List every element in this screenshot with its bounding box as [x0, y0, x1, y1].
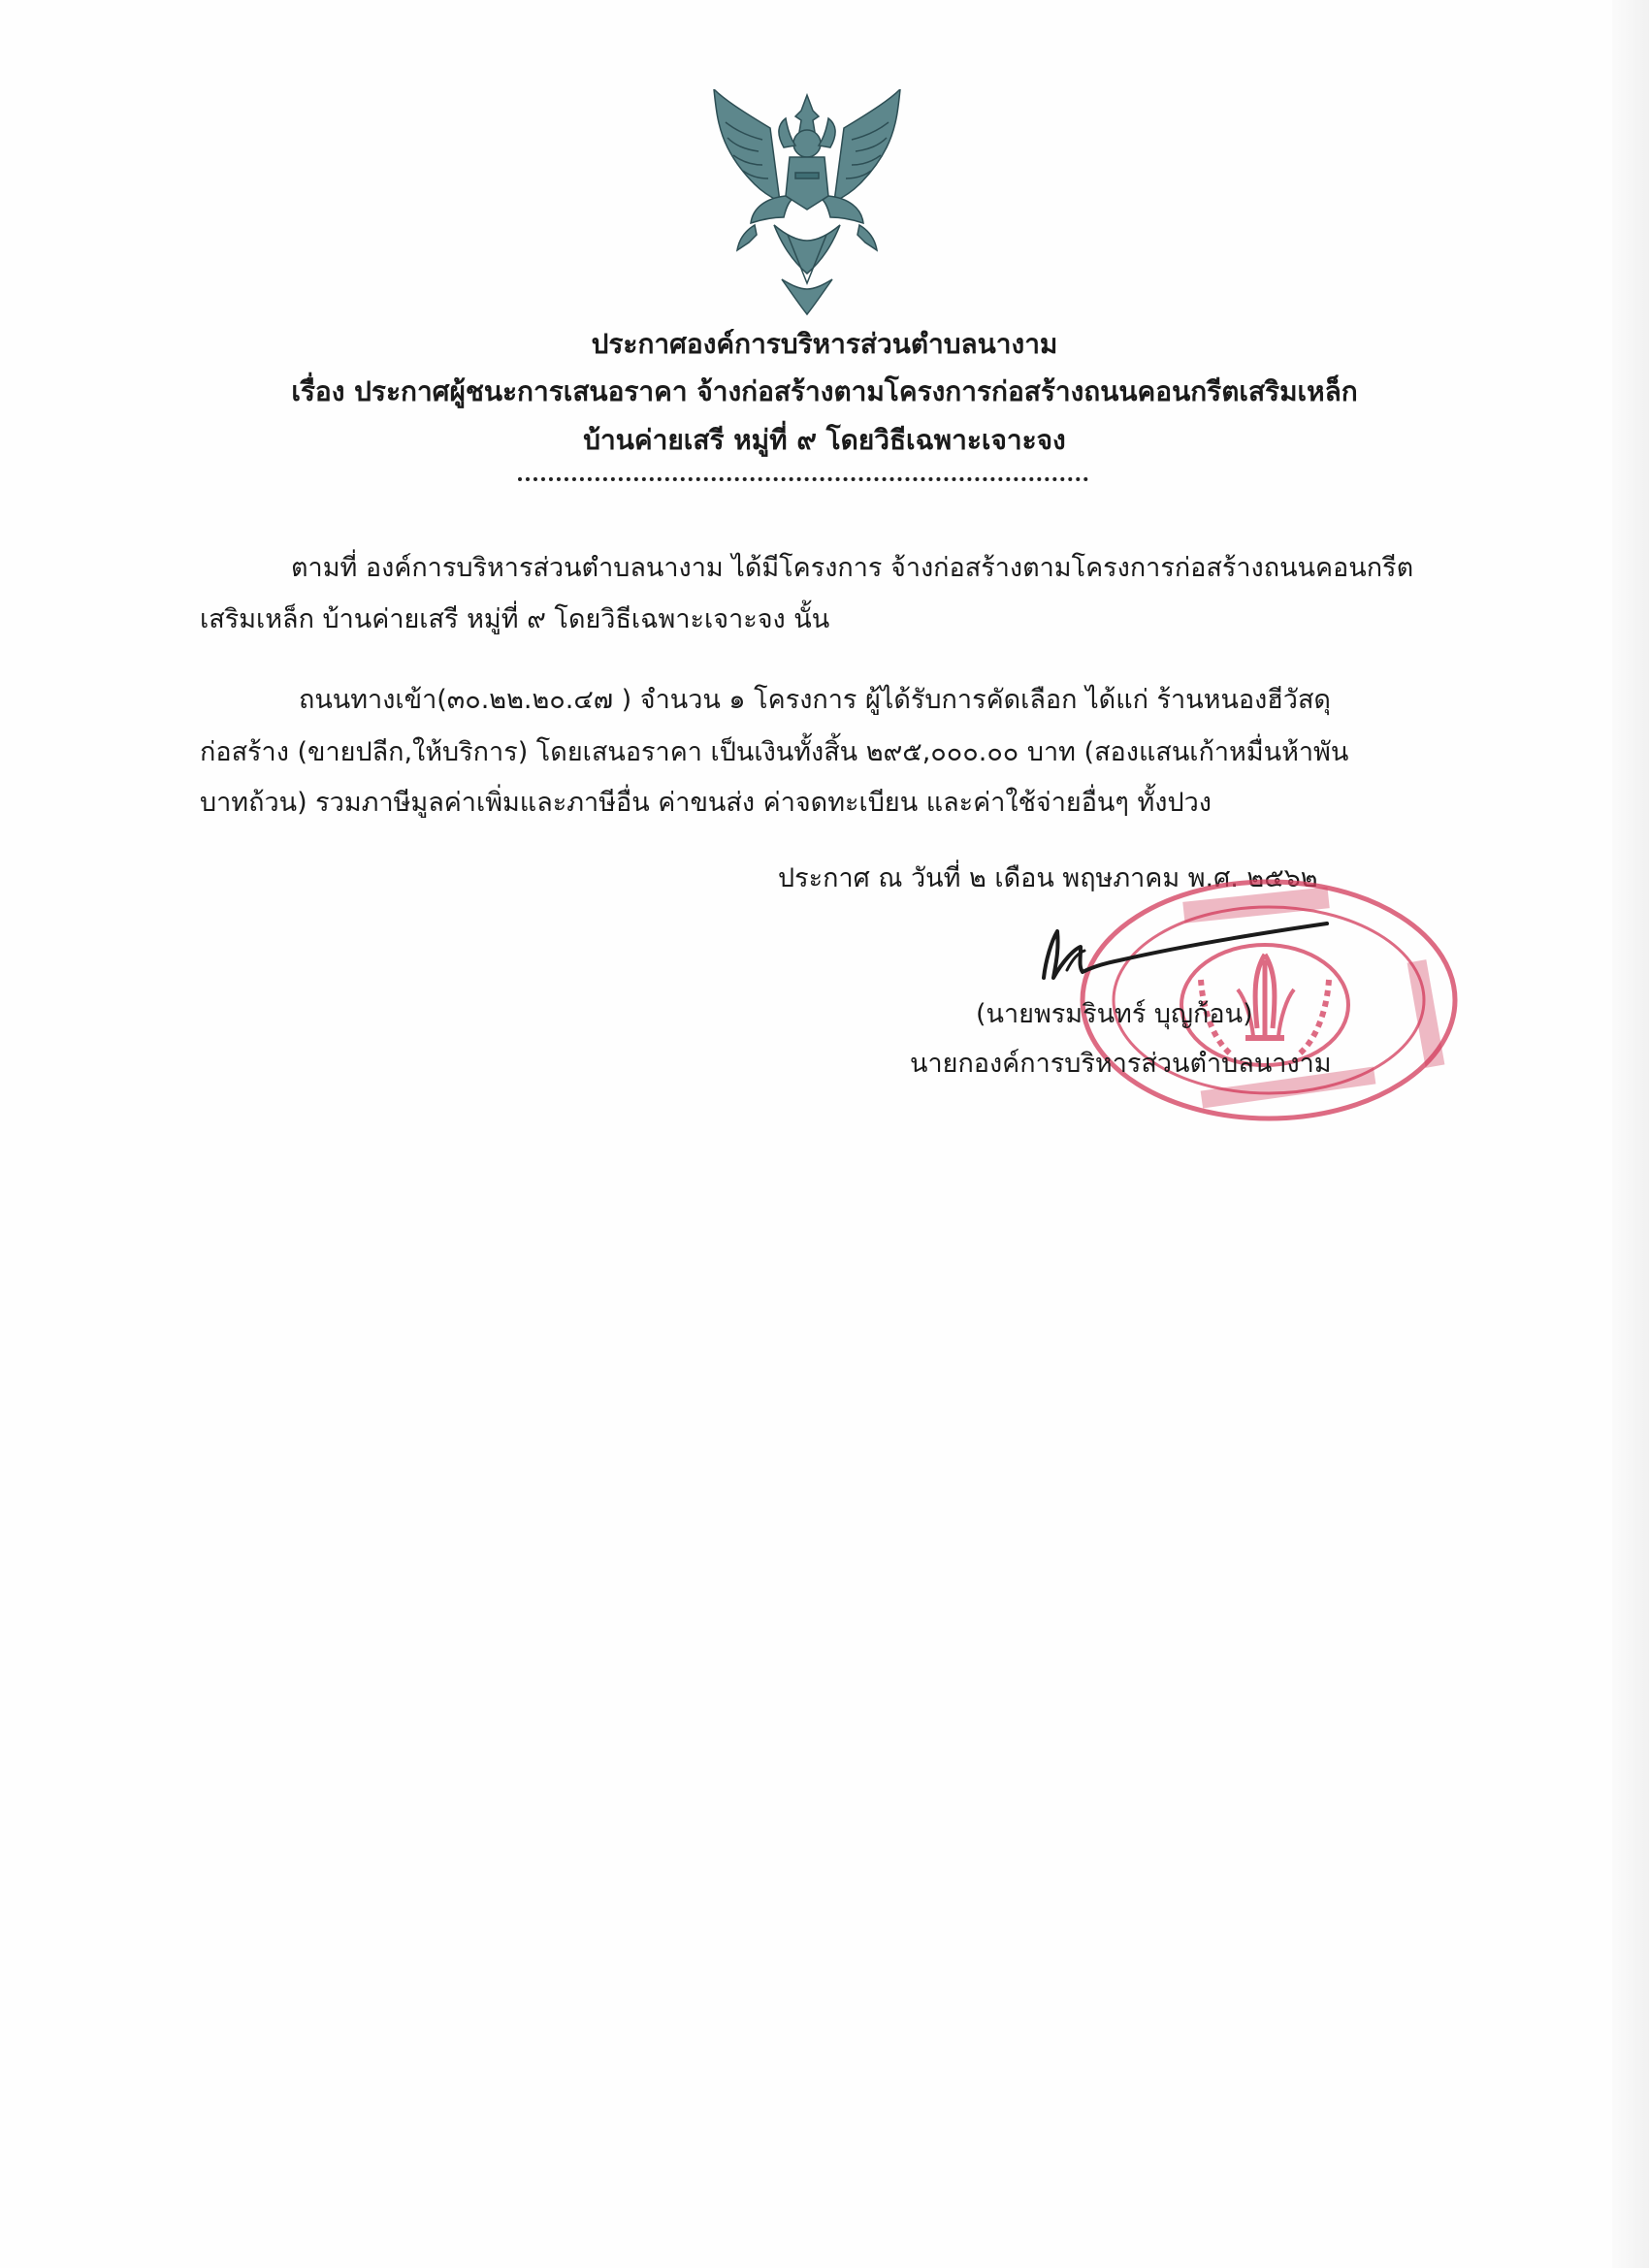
paragraph-1-line-2: เสริมเหล็ก บ้านค่ายเสรี หมู่ที่ ๙ โดยวิธีเฉพาะเจาะจง นั้น [200, 604, 830, 634]
document-subject-continued: บ้านค่ายเสรี หมู่ที่ ๙ โดยวิธีเฉพาะเจาะจง [583, 424, 1066, 456]
signer-name: (นายพรมรินทร์ บุญก้อน) [976, 999, 1253, 1029]
document-subject: เรื่อง ประกาศผู้ชนะการเสนอราคา จ้างก่อสร้างตามโครงการก่อสร้างถนนคอนกรีตเสริมเหล็ก [291, 375, 1358, 407]
dotted-divider [518, 477, 1088, 481]
announcement-date: ประกาศ ณ วันที่ ๒ เดือน พฤษภาคม พ.ศ. ๒๕๖๒ [778, 863, 1318, 893]
garuda-emblem [695, 89, 920, 320]
paragraph-2-line-2: ก่อสร้าง (ขายปลีก,ให้บริการ) โดยเสนอราคา เป็นเงินทั้งสิ้น ๒๙๕,๐๐๐.๐๐ บาท (สองแสนเก้าหมื่นห้าพัน [200, 737, 1349, 767]
signer-title: นายกองค์การบริหารส่วนตำบลนางาม [910, 1049, 1332, 1079]
paragraph-1-line-1: ตามที่ องค์การบริหารส่วนตำบลนางาม ได้มีโครงการ จ้างก่อสร้างตามโครงการก่อสร้างถนนคอนกรีต [291, 553, 1414, 583]
paragraph-2-line-1: ถนนทางเข้า(๓๐.๒๒.๒๐.๔๗ ) จำนวน ๑ โครงการ ผู้ได้รับการคัดเลือก ได้แก่ ร้านหนองฮีวัสดุ [299, 685, 1331, 715]
handwritten-signature [1024, 902, 1335, 989]
document-title: ประกาศองค์การบริหารส่วนตำบลนางาม [591, 328, 1058, 360]
paragraph-2-line-3: บาทถ้วน) รวมภาษีมูลค่าเพิ่มและภาษีอื่น ค่าขนส่ง ค่าจดทะเบียน และค่าใช้จ่ายอื่นๆ ทั้งปวง [200, 788, 1212, 818]
